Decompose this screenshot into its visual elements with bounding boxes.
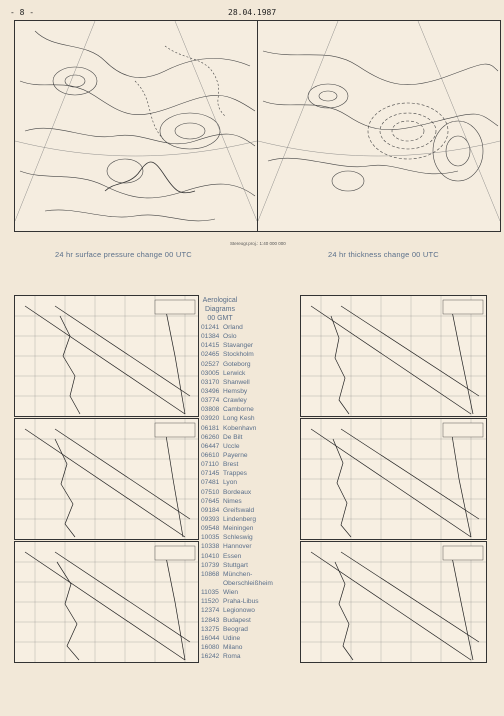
station-name: Budapest xyxy=(223,616,251,624)
pressure-map-drawing xyxy=(15,21,257,231)
station-code: 10338 xyxy=(201,543,220,551)
aerological-diagram xyxy=(14,541,199,663)
station-code: 11520 xyxy=(201,598,219,606)
station-row xyxy=(201,606,301,615)
station-row xyxy=(201,350,301,359)
station-row xyxy=(201,369,301,378)
station-name: Camborne xyxy=(223,406,254,414)
station-row xyxy=(201,506,301,515)
station-row xyxy=(201,469,301,478)
station-row xyxy=(201,542,301,551)
aerological-diagram xyxy=(14,418,199,540)
station-row xyxy=(201,643,301,652)
station-row xyxy=(201,433,301,442)
station-row xyxy=(201,323,301,332)
station-name: Orland xyxy=(223,324,243,331)
station-code: 16044 xyxy=(201,634,220,642)
station-row xyxy=(201,332,301,341)
station-name: Wien xyxy=(223,589,239,597)
station-name: Legionowo xyxy=(223,607,255,615)
station-name: München- xyxy=(223,570,253,578)
station-row xyxy=(201,341,301,350)
station-row xyxy=(201,634,301,643)
station-row xyxy=(201,442,301,451)
station-row xyxy=(201,460,301,469)
station-name: Hemsby xyxy=(223,387,248,395)
station-name: Shanwell xyxy=(223,378,250,386)
page-number: - 8 - xyxy=(10,8,35,17)
station-name: Crawley xyxy=(223,397,247,405)
projection-scale-note: Stereogr.proj.: 1:40 000 000 xyxy=(230,241,286,246)
station-name: Trappes xyxy=(223,470,247,478)
station-name: Hannover xyxy=(223,543,252,551)
station-code: 06181 xyxy=(201,424,220,432)
station-code: 13275 xyxy=(201,625,220,633)
station-code: 06260 xyxy=(201,433,220,441)
station-row xyxy=(201,488,301,497)
station-row xyxy=(201,588,301,597)
station-name: Stuttgart xyxy=(223,561,248,569)
station-code: 10410 xyxy=(201,552,220,560)
station-row xyxy=(201,360,301,369)
sounding-plot xyxy=(301,542,486,662)
sounding-plot xyxy=(15,542,198,662)
station-row xyxy=(201,405,301,414)
aerological-diagram xyxy=(300,295,487,417)
aerological-title-line: Diagrams xyxy=(205,306,235,313)
station-row xyxy=(201,625,301,634)
station-row xyxy=(201,652,301,661)
surface-pressure-change-map xyxy=(14,20,258,232)
station-row xyxy=(201,451,301,460)
station-code: 07145 xyxy=(201,470,220,478)
station-code: 06447 xyxy=(201,442,220,450)
aerological-diagram xyxy=(14,295,199,417)
station-code: 07510 xyxy=(201,488,220,496)
station-row xyxy=(201,478,301,487)
aerological-title xyxy=(200,296,240,323)
station-code: 10739 xyxy=(201,561,220,569)
station-name: Schleswig xyxy=(223,534,253,542)
station-name: Lyon xyxy=(223,479,238,487)
station-code: 16080 xyxy=(201,643,220,651)
station-row xyxy=(201,515,301,524)
station-code: 12374 xyxy=(201,607,220,615)
station-code: 06610 xyxy=(201,451,220,459)
station-name: Beograd xyxy=(223,625,248,633)
station-code: 03920 xyxy=(201,415,220,423)
station-code: 02527 xyxy=(201,360,220,368)
station-row xyxy=(201,533,301,542)
station-name: Stavanger xyxy=(223,342,254,350)
station-code: 12843 xyxy=(201,616,220,624)
station-name: Praha-Libus xyxy=(223,598,259,606)
station-code: 01241 xyxy=(201,324,220,331)
aerological-diagram xyxy=(300,541,487,663)
station-name: Bordeaux xyxy=(223,488,252,496)
station-row xyxy=(201,396,301,405)
station-code: 01384 xyxy=(201,333,220,341)
station-code: 03170 xyxy=(201,378,220,386)
station-name: Oberschleißheim xyxy=(223,579,273,587)
station-name: Long Kesh xyxy=(223,415,255,423)
sounding-plot xyxy=(301,296,486,416)
station-code xyxy=(201,579,223,588)
station-name: De Bilt xyxy=(223,433,243,441)
station-code: 09184 xyxy=(201,506,220,514)
station-name: Goteborg xyxy=(223,360,251,368)
station-code: 07110 xyxy=(201,461,219,469)
station-code: 03496 xyxy=(201,387,220,395)
station-row xyxy=(201,378,301,387)
station-name: Meiningen xyxy=(223,525,254,533)
station-name: Greifswald xyxy=(223,506,255,514)
station-row xyxy=(201,497,301,506)
station-name: Lerwick xyxy=(223,369,246,377)
station-code: 07481 xyxy=(201,479,220,487)
station-row xyxy=(201,414,301,423)
station-name: Brest xyxy=(223,461,239,469)
station-row xyxy=(201,597,301,606)
sounding-plot xyxy=(301,419,486,539)
sounding-plot xyxy=(15,296,198,416)
station-list xyxy=(201,323,301,661)
station-code: 03808 xyxy=(201,406,220,414)
station-name: Stockholm xyxy=(223,351,254,359)
station-name: Roma xyxy=(223,653,241,661)
sounding-plot xyxy=(15,419,198,539)
right-map-caption: 24 hr thickness change 00 UTC xyxy=(328,250,439,259)
station-name: Essen xyxy=(223,552,242,560)
station-name: Uccle xyxy=(223,442,240,450)
thickness-map-drawing xyxy=(258,21,500,231)
page-date: 28.04.1987 xyxy=(228,8,277,17)
station-name: Oslo xyxy=(223,333,237,341)
station-row xyxy=(201,387,301,396)
station-code: 11035 xyxy=(201,589,219,597)
station-code: 07645 xyxy=(201,497,220,505)
station-row xyxy=(201,579,301,588)
left-map-caption: 24 hr surface pressure change 00 UTC xyxy=(55,250,192,259)
station-row xyxy=(201,616,301,625)
station-name: Payerne xyxy=(223,451,248,459)
station-code: 02465 xyxy=(201,351,220,359)
station-name: Kobenhavn xyxy=(223,424,257,432)
station-code: 03774 xyxy=(201,397,220,405)
thickness-change-map xyxy=(257,20,501,232)
station-code: 03005 xyxy=(201,369,220,377)
station-name: Udine xyxy=(223,634,241,642)
station-row xyxy=(201,552,301,561)
station-code: 01415 xyxy=(201,342,220,350)
aerological-title-line: Aerological xyxy=(202,297,238,304)
station-code: 16242 xyxy=(201,653,220,661)
aerological-diagram xyxy=(300,418,487,540)
station-row xyxy=(201,424,301,433)
station-code: 09548 xyxy=(201,525,220,533)
station-code: 10035 xyxy=(201,534,220,542)
station-row xyxy=(201,570,301,579)
station-name: Milano xyxy=(223,643,243,651)
station-name: Lindenberg xyxy=(223,515,256,523)
station-name: Nimes xyxy=(223,497,242,505)
station-row xyxy=(201,561,301,570)
aerological-title-line: 00 GMT xyxy=(207,315,233,322)
station-code: 09393 xyxy=(201,515,220,523)
station-code: 10868 xyxy=(201,570,220,578)
station-row xyxy=(201,524,301,533)
